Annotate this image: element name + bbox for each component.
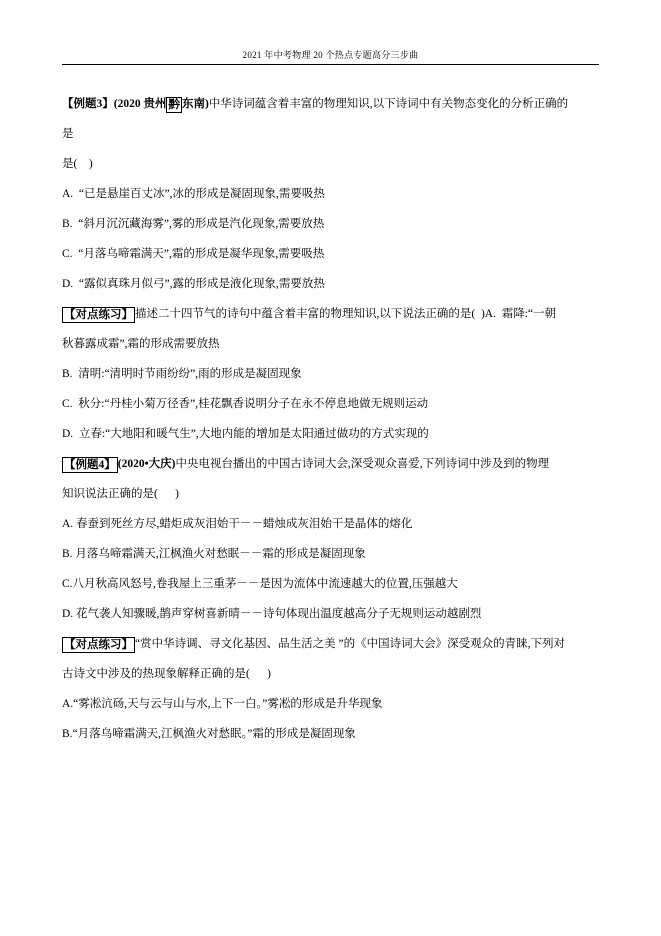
header-text: 2021 年中考物理 20 个热点专题高分三步曲	[242, 50, 419, 60]
practice2-stem-line2: 古诗文中涉及的热现象解释正确的是( )	[62, 668, 271, 680]
question-block-example4	[62, 449, 599, 479]
example4-option-c: C.八月秋高风怒号,卷我屋上三重茅－－是因为流体中流速越大的位置,压强越大	[62, 578, 458, 590]
practice2-option-b: B.“月落乌啼霜满天,江枫渔火对愁眠。”霜的形成是凝固现象	[62, 728, 356, 740]
example3-source: (2020 贵州	[113, 98, 167, 110]
practice1-option-c: C. 秋分:“丹桂小菊万径香”,桂花飘香说明分子在永不停息地做无规则运动	[62, 398, 429, 410]
question-block-example3	[62, 89, 599, 119]
example4-stem: 中央电视台播出的中国古诗词大会,深受观众喜爱,下列诗词中涉及到的物理	[175, 458, 550, 470]
example3-option-b: B. “斜月沉沉藏海雾”,雾的形成是汽化现象,需要放热	[62, 218, 325, 230]
practice1-stem: 描述二十四节气的诗句中蕴含着丰富的物理知识,以下说法正确的是( )A. 霜降:“一朝	[135, 308, 557, 320]
example3-stem: 中华诗词蕴含着丰富的物理知识,以下诗词中有关物态变化的分析正确的	[208, 98, 569, 110]
example4-option-d: D. 花气袭人知骤暖,鹊声穿树喜新晴－－诗句体现出温度越高分子无规则运动越剧烈	[62, 608, 482, 620]
example3-source-tail: 东南)	[181, 98, 209, 110]
example4-option-a: A. 春蚕到死丝方尽,蜡炬成灰泪始干－－蜡烛成灰泪始干是晶体的熔化	[62, 518, 413, 530]
example3-option-d: D. “露似真珠月似弓”,露的形成是液化现象,需要放热	[62, 278, 325, 290]
practice1-stem-line2: 秋暮露成霜”,霜的形成需要放热	[62, 338, 220, 350]
practice2-option-a: A.“雾凇沆砀,天与云与山与水,上下一白。”雾凇的形成是升华现象	[62, 698, 383, 710]
example4-stem-line2: 知识说法正确的是( )	[62, 488, 179, 500]
example4-source: (2020•大庆)	[117, 458, 176, 470]
practice1-option-d: D. 立春:“大地阳和暖气生”,大地内能的增加是太阳通过做功的方式实现的	[62, 428, 429, 440]
example4-option-b: B. 月落乌啼霜满天,江枫渔火对愁眠－－霜的形成是凝固现象	[62, 548, 366, 560]
question-block-practice1	[62, 299, 599, 329]
page-header	[62, 0, 599, 61]
document-content	[62, 65, 599, 749]
example3-stem-line3: 是( )	[62, 158, 93, 170]
example3-stem-line2: 是	[62, 128, 74, 140]
example3-source-boxed: 黔	[168, 99, 180, 111]
practice2-label: 【对点练习】	[64, 639, 133, 651]
practice1-option-b: B. 清明:“清明时节雨纷纷”,雨的形成是凝固现象	[62, 368, 302, 380]
practice2-stem: “赏中华诗调、寻文化基因、品生活之美 ”的《中国诗词大会》深受观众的青睐,下列对	[135, 638, 565, 650]
practice1-label: 【对点练习】	[64, 309, 133, 321]
example3-option-a: A. “已是悬崖百丈冰”,冰的形成是凝固现象,需要吸热	[62, 188, 325, 200]
example3-label: 【例题3】	[62, 98, 114, 110]
example3-option-c: C. “月落乌啼霜满天”,霜的形成是凝华现象,需要吸热	[62, 248, 325, 260]
question-block-practice2	[62, 629, 599, 659]
example4-label: 【例题4】	[64, 459, 116, 471]
